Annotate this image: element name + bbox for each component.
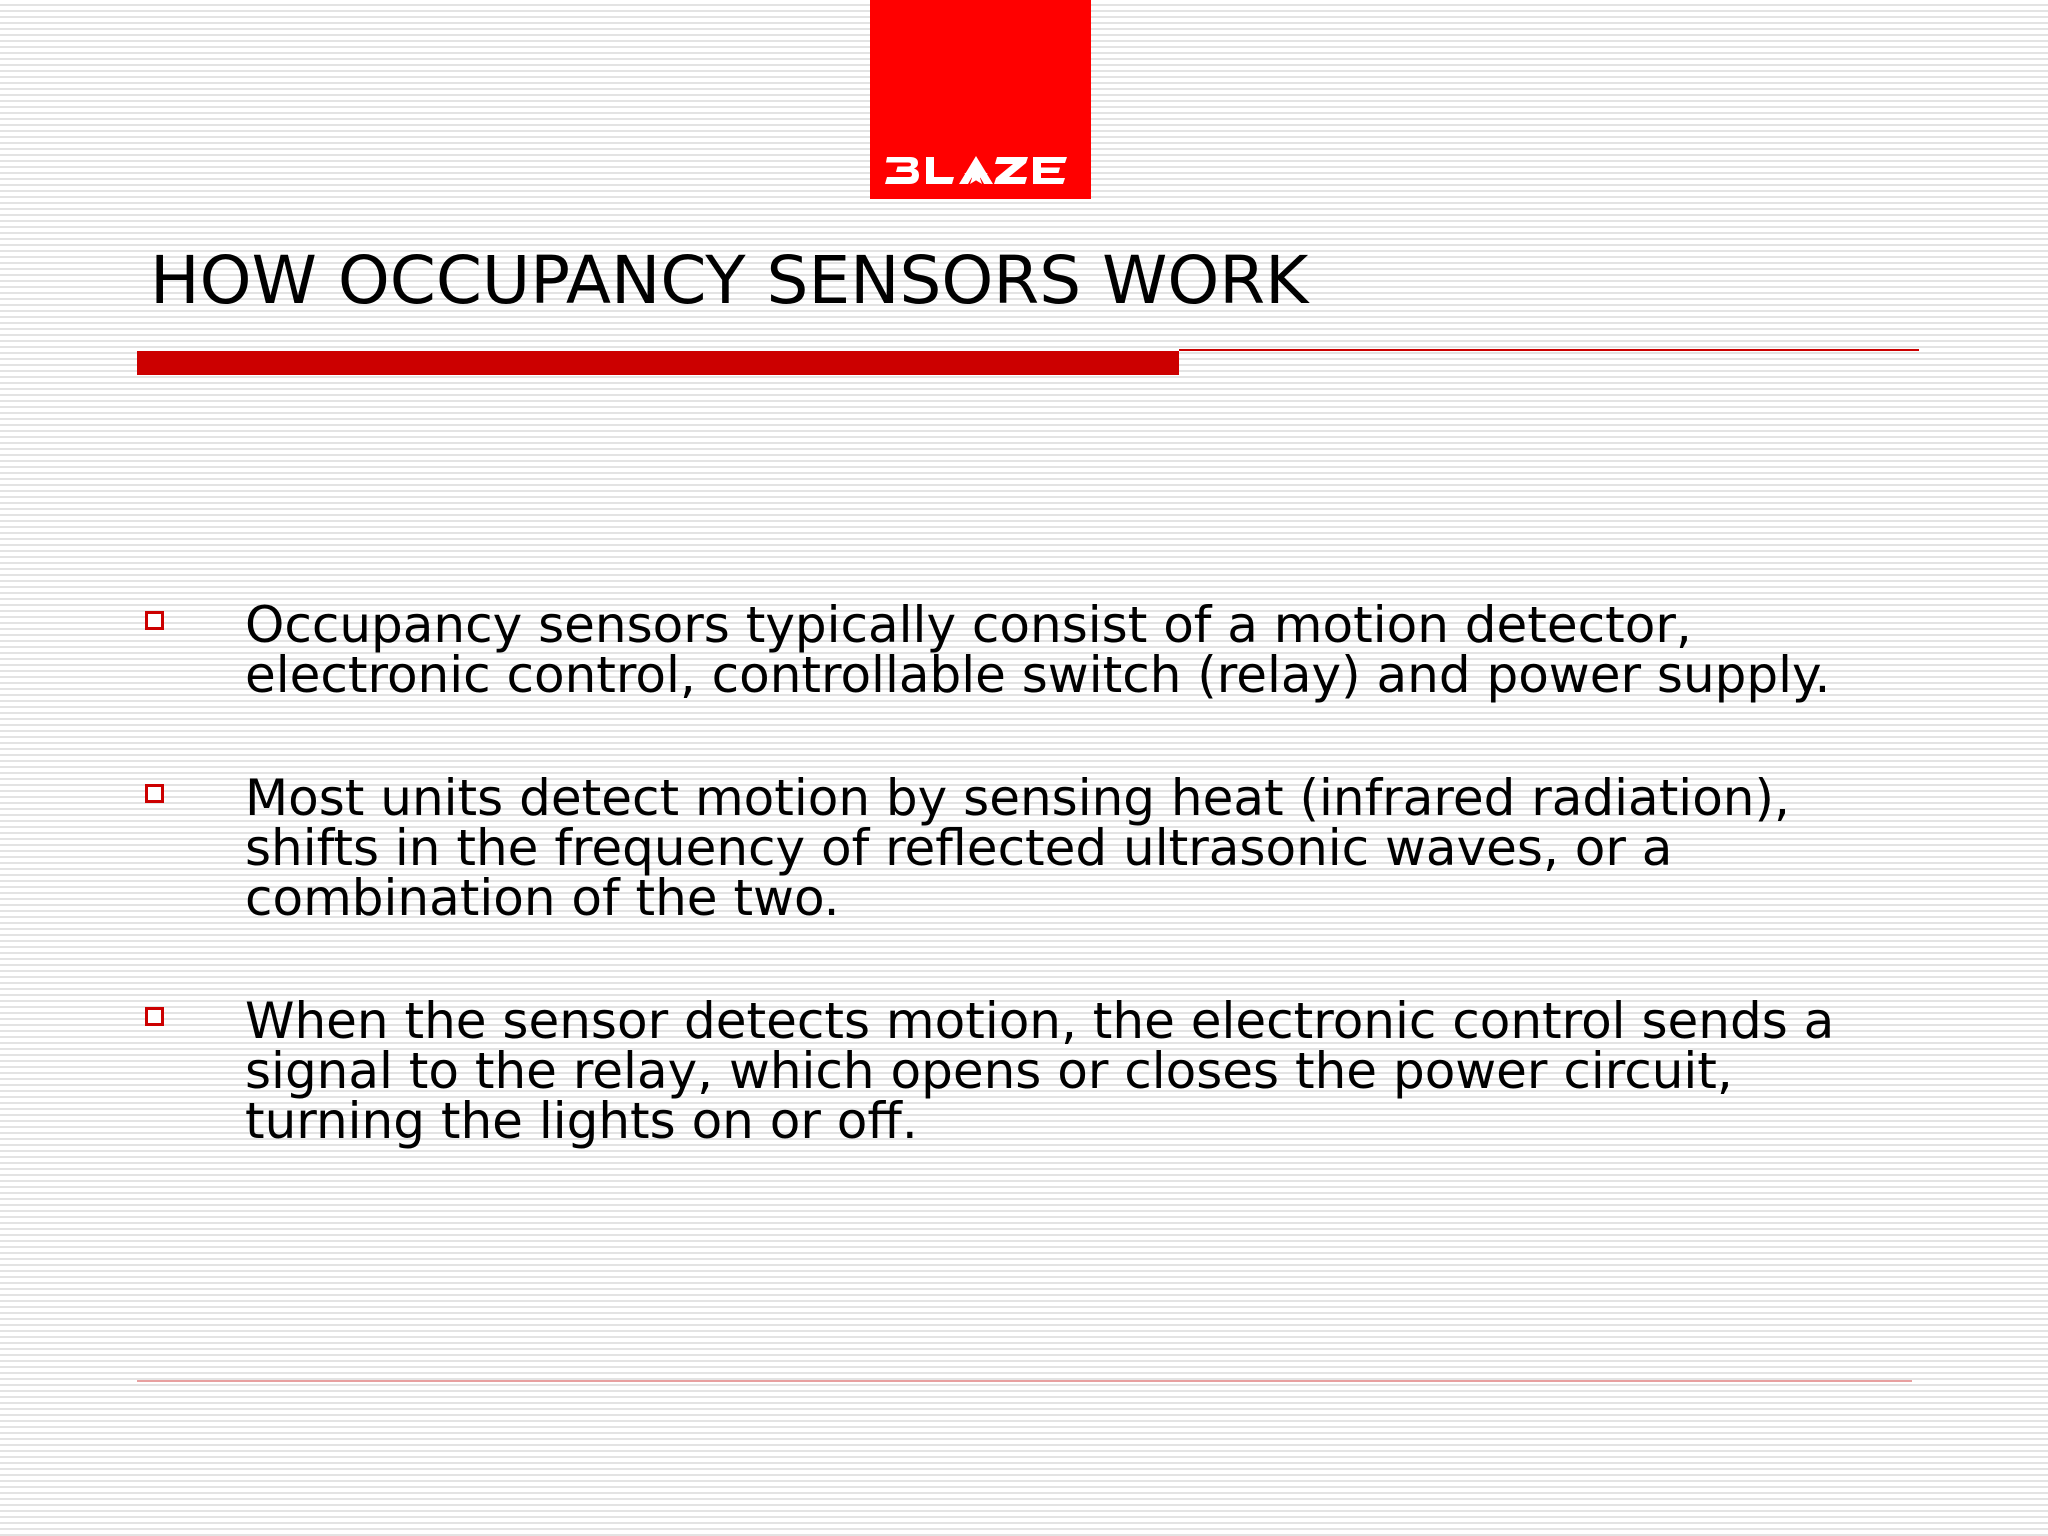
blaze-logo-wordmark bbox=[870, 0, 1091, 199]
bullet-line: Occupancy sensors typically consist of a motion detector, bbox=[245, 596, 1692, 654]
hollow-square-bullet-icon bbox=[145, 611, 164, 630]
slide-title: HOW OCCUPANCY SENSORS WORK bbox=[150, 242, 1309, 319]
bullet-line: electronic control, controllable switch (relay) and power supply. bbox=[245, 646, 1831, 704]
hollow-square-bullet-icon bbox=[145, 784, 164, 803]
footer-rule bbox=[137, 1380, 1912, 1382]
bullet-line: signal to the relay, which opens or closes the power circuit, bbox=[245, 1042, 1733, 1100]
bullet-text bbox=[245, 596, 1965, 704]
bullet-text bbox=[245, 992, 1965, 1150]
hollow-square-bullet-icon bbox=[145, 1007, 164, 1026]
bullet-text bbox=[245, 769, 1965, 927]
bullet-line: turning the lights on or off. bbox=[245, 1092, 918, 1150]
bullet-line: combination of the two. bbox=[245, 869, 840, 927]
title-underline-bar bbox=[137, 351, 1179, 375]
title-underline-thin-rule bbox=[1179, 349, 1919, 351]
blaze-logo bbox=[870, 0, 1091, 199]
bullet-line: shifts in the frequency of reflected ultrasonic waves, or a bbox=[245, 819, 1673, 877]
bullet-line: When the sensor detects motion, the electronic control sends a bbox=[245, 992, 1835, 1050]
bullet-line: Most units detect motion by sensing heat (infrared radiation), bbox=[245, 769, 1790, 827]
